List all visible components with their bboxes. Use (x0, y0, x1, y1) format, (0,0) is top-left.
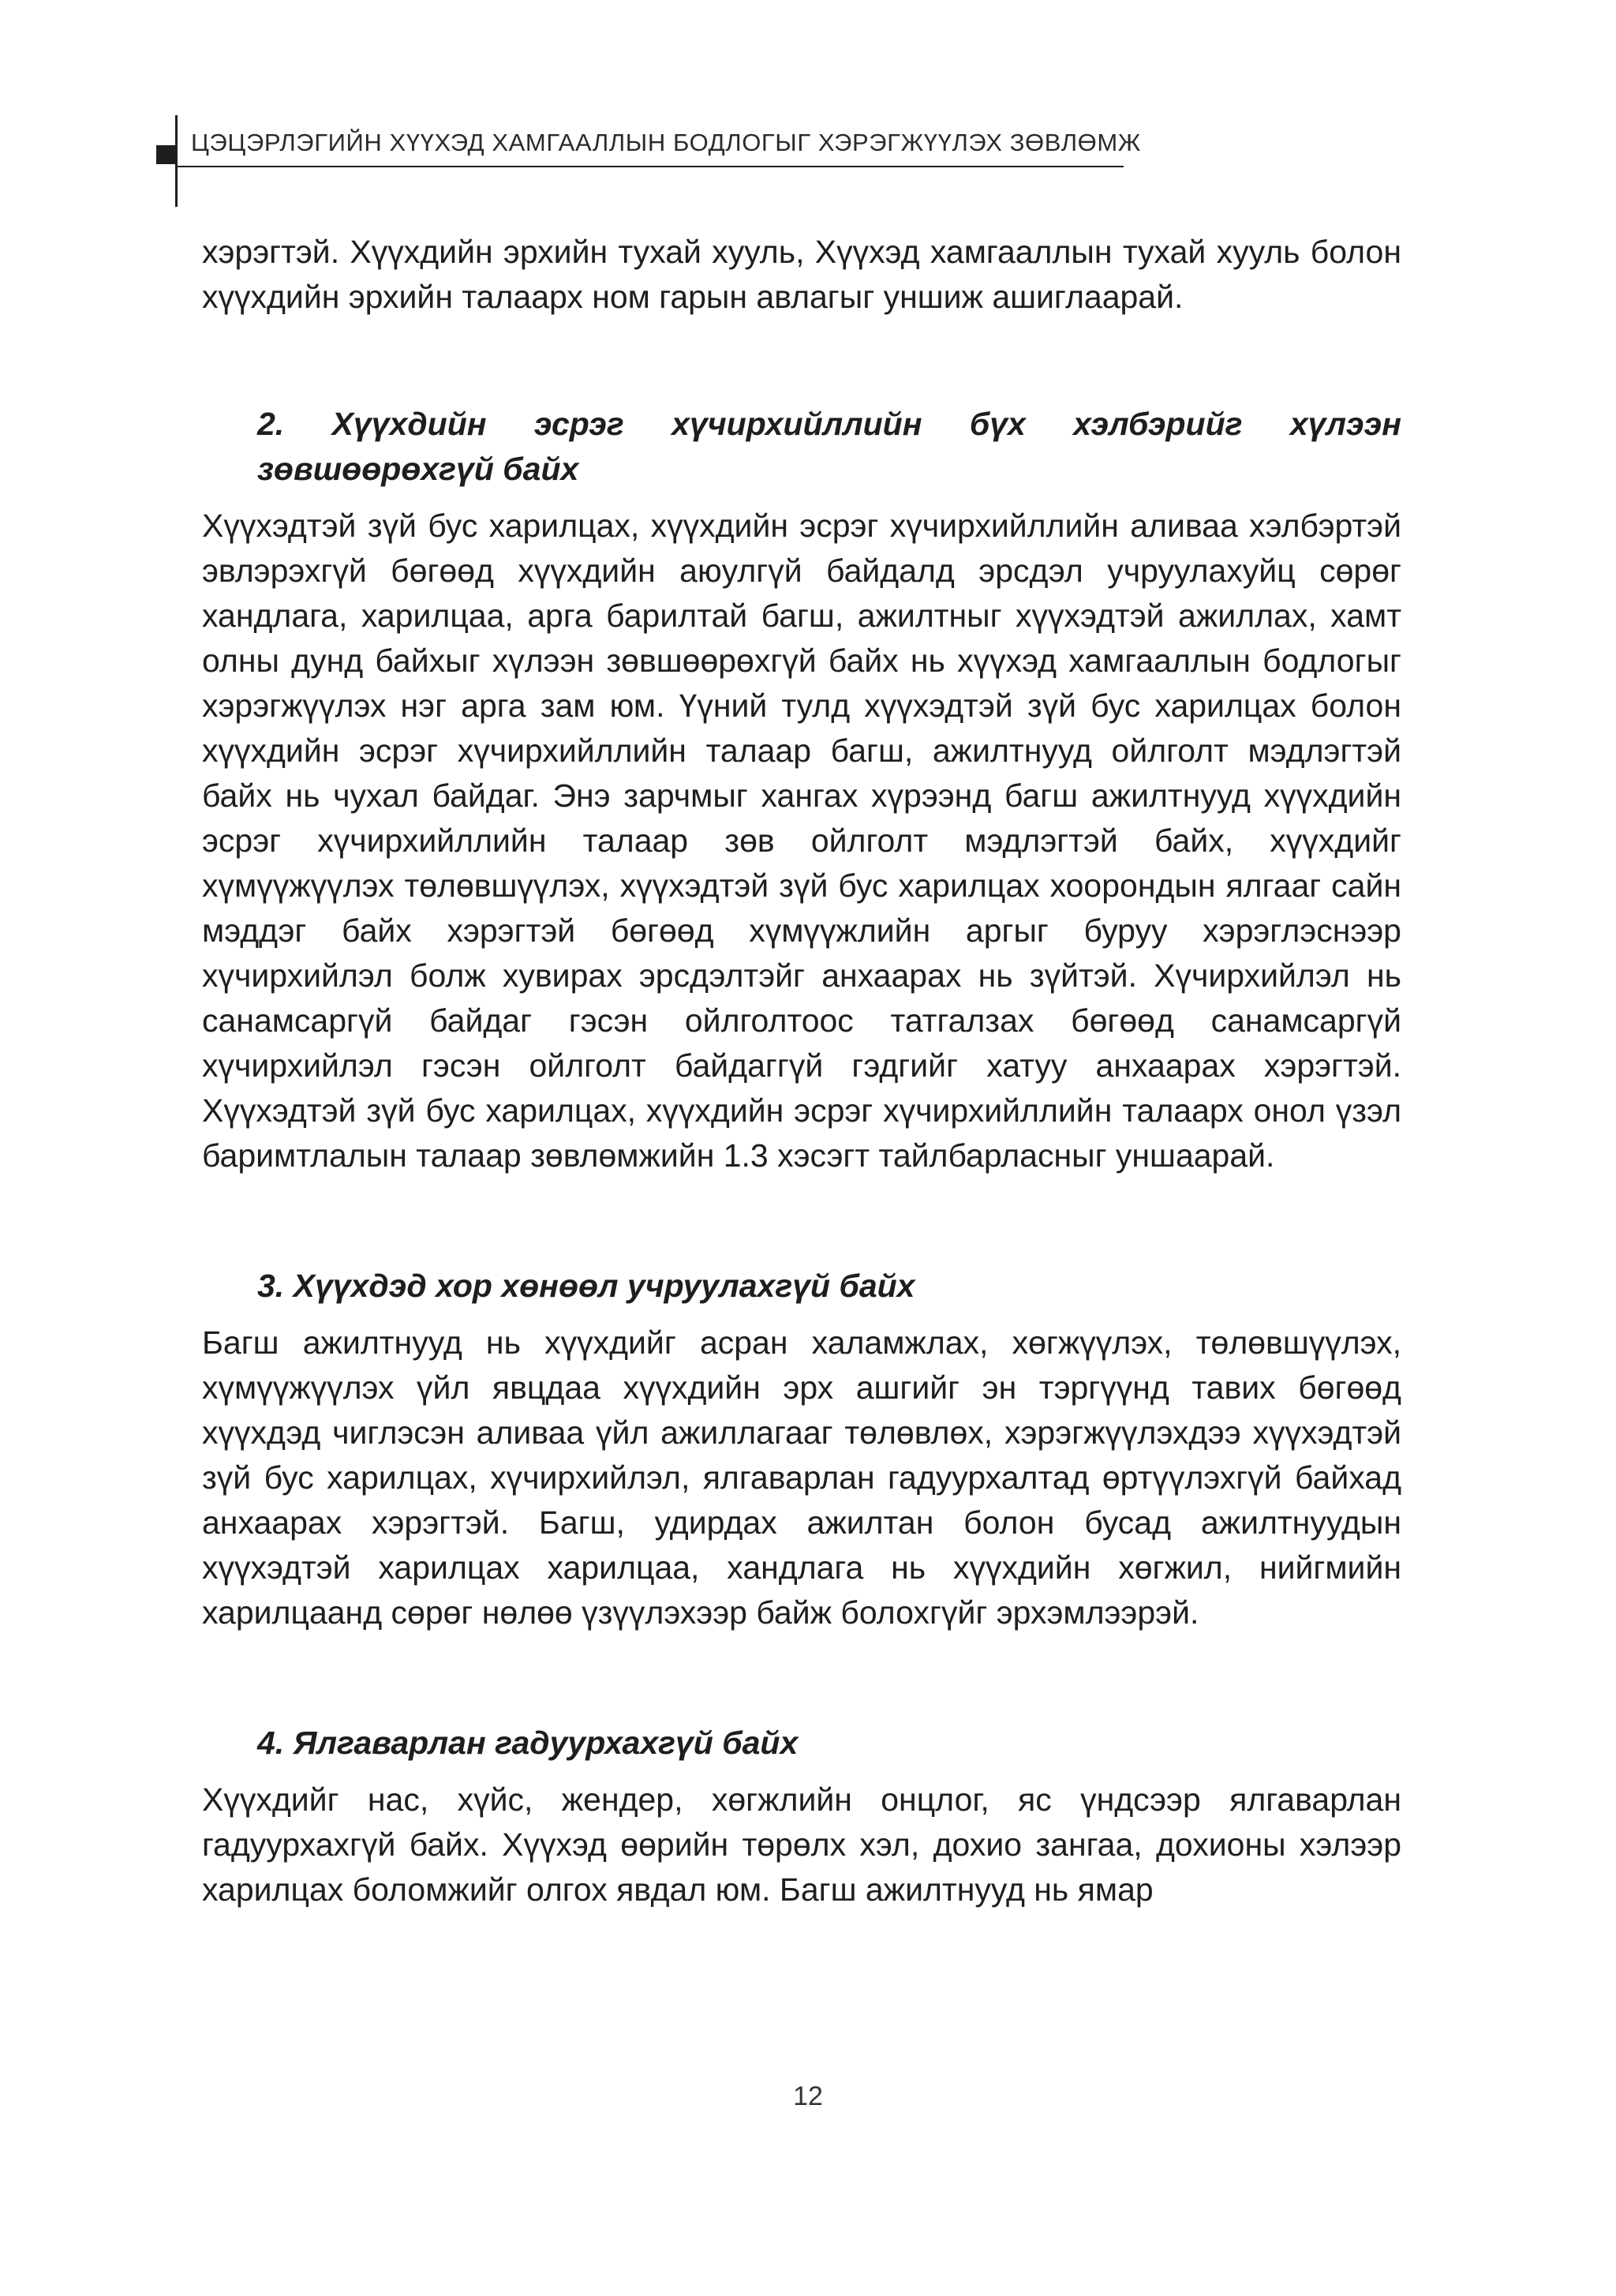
section-title: Ялгаварлан гадуурхахгүй байх (293, 1725, 799, 1761)
intro-paragraph: хэрэгтэй. Хүүхдийн эрхийн тухай хууль, Хүүхэд хамгааллын тухай хууль болон хүүхдийн эрхийн талаарх ном гарын авлагыг уншиж ашиглаарай. (202, 234, 1401, 315)
section-number: 3. (257, 1268, 285, 1304)
section-heading-3 (202, 1264, 1401, 1309)
header-vertical-rule (175, 115, 178, 207)
section-heading-4 (202, 1721, 1401, 1766)
header-horizontal-rule (175, 166, 1124, 167)
section-title: Хүүхдийн эсрэг хүчирхийллийн бүх хэлбэрийг хүлээн зөвшөөрөхгүй байх (257, 406, 1401, 487)
section-paragraph-2: Хүүхэдтэй зүй бус харилцах, хүүхдийн эсрэг хүчирхийллийн аливаа хэлбэртэй эвлэрэхгүй бөгөөд хүүхдийн аюулгүй байдалд эрсдэл учруулахуйц сөрөг хандлага, харилцаа, арга барилтай багш, ажилтныг хүүхэдтэй ажиллах, хамт олны дунд байхыг хүлээн зөвшөөрөхгүй байх нь хүүхэд хамгааллын бодлогыг хэрэгжүүлэх нэг арга зам юм. Үүний тулд хүүхэдтэй зүй бус харилцах болон хүүхдийн эсрэг хүчирхийллийн талаар багш, ажилтнууд ойлголт мэдлэгтэй байх нь чухал байдаг. Энэ зарчмыг хангах хүрээнд багш ажилтнууд хүүхдийн эсрэг хүчирхийллийн талаар зөв ойлголт мэдлэгтэй байх, хүүхдийг хүмүүжүүлэх төлөвшүүлэх, хүүхэдтэй зүй бус харилцах хоорондын ялгааг сайн мэддэг байх хэрэгтэй бөгөөд хүмүүжлийн аргыг буруу хэрэглэснээр хүчирхийлэл болж хувирах эрсдэлтэйг анхаарах нь зүйтэй. Хүчирхийлэл нь санамсаргүй байдаг гэсэн ойлголтоос татгалзах бөгөөд санамсаргүй хүчирхийлэл гэсэн ойлголт байдаггүй гэдгийг хатуу анхаарах хэрэгтэй. Хүүхэдтэй зүй бус харилцах, хүүхдийн эсрэг хүчирхийллийн талаарх онол үзэл баримтлалын талаар зөвлөмжийн 1.3 хэсэгт тайлбарласныг уншаарай. (202, 508, 1401, 1174)
section-paragraph-4: Хүүхдийг нас, хүйс, жендер, хөгжлийн онцлог, яс үндсээр ялгаварлан гадуурхахгүй байх. Хүүхэд өөрийн төрөлх хэл, дохио зангаа, дохионы хэлээр харилцах боломжийг олгох явдал юм. Багш ажилтнууд нь ямар (202, 1781, 1401, 1908)
section-heading-2 (202, 402, 1401, 492)
section-paragraph-3: Багш ажилтнууд нь хүүхдийг асран халамжлах, хөгжүүлэх, төлөвшүүлэх, хүмүүжүүлэх үйл явцдаа хүүхдийн эрх ашгийг эн тэргүүнд тавих бөгөөд хүүхдэд чиглэсэн аливаа үйл ажиллагааг төлөвлөх, хэрэгжүүлэхдээ хүүхэдтэй зүй бус харилцах, хүчирхийлэл, ялгаварлан гадуурхалтад өртүүлэхгүй байхад анхаарах хэрэгтэй. Багш, удирдах ажилтан болон бусад ажилтнуудын хүүхэдтэй харилцах харилцаа, хандлага нь хүүхдийн хөгжил, нийгмийн харилцаанд сөрөг нөлөө үзүүлэхээр байж болохгүйг эрхэмлээрэй. (202, 1324, 1401, 1631)
running-header-title: ЦЭЦЭРЛЭГИЙН ХҮҮХЭД ХАМГААЛЛЫН БОДЛОГЫГ ХЭРЭГЖҮҮЛЭХ ЗӨВЛӨМЖ (191, 129, 1142, 156)
page-number: 12 (793, 2081, 823, 2111)
header-square-mark (156, 145, 175, 164)
page-body (202, 230, 1401, 1912)
section-title: Хүүхдэд хор хөнөөл учруулахгүй байх (293, 1268, 915, 1304)
section-number: 4. (257, 1725, 285, 1761)
section-number: 2. (257, 406, 285, 442)
